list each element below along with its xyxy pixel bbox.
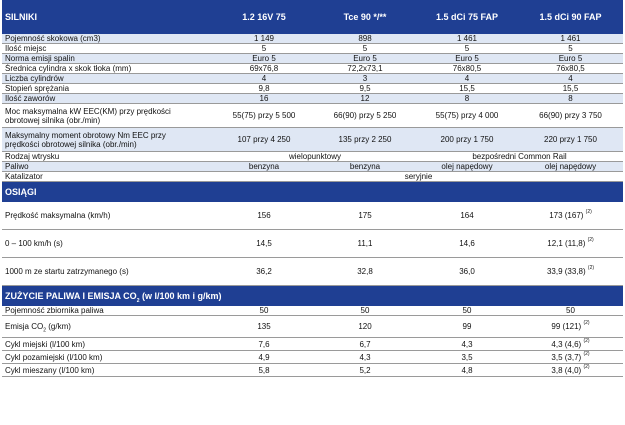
cell: 107 przy 4 250	[214, 128, 314, 152]
cell-value: 12,1 (11,8)	[547, 239, 586, 248]
row-label: Katalizator	[2, 172, 214, 182]
table-row	[2, 64, 623, 74]
cell-value: 173 (167)	[549, 211, 584, 220]
cell: 6,7	[314, 338, 416, 351]
table-row	[2, 152, 623, 162]
cell-diesel-injection: bezpośredni Common Rail	[416, 152, 623, 162]
cell: 4,3	[314, 351, 416, 364]
footnote-marker: (2)	[585, 209, 592, 216]
cell-value: 3,8 (4,0)	[551, 365, 582, 375]
cell: 50	[214, 306, 314, 316]
table-row	[2, 306, 623, 316]
cell: 120	[314, 316, 416, 338]
cell	[518, 230, 623, 258]
cell: 1 461	[416, 34, 518, 44]
table-row	[2, 84, 623, 94]
cell: benzyna	[314, 162, 416, 172]
row-label: Liczba cylindrów	[2, 74, 214, 84]
cell: 8	[518, 94, 623, 104]
section-title-osiagi: OSIĄGI	[2, 182, 623, 203]
cell	[518, 316, 623, 338]
table-row	[2, 202, 623, 230]
table-row	[2, 104, 623, 128]
cell: 11,1	[314, 230, 416, 258]
cell: 156	[214, 202, 314, 230]
footnote-marker: (2)	[583, 363, 590, 370]
row-label: Cykl pozamiejski (l/100 km)	[2, 351, 214, 364]
cell: 4	[518, 74, 623, 84]
cell: Euro 5	[214, 54, 314, 64]
cell: 220 przy 1 750	[518, 128, 623, 152]
cell: 15,5	[518, 84, 623, 94]
engine-col-4: 1.5 dCi 90 FAP	[518, 0, 623, 34]
row-label-subscript: 2	[43, 327, 47, 334]
cell: 76x80,5	[518, 64, 623, 74]
cell	[518, 338, 623, 351]
cell: 3	[314, 74, 416, 84]
row-label	[2, 128, 214, 152]
engine-col-1: 1.2 16V 75	[214, 0, 314, 34]
table-row	[2, 230, 623, 258]
performance-header-row	[2, 182, 623, 203]
table-row	[2, 162, 623, 172]
row-label: Norma emisji spalin	[2, 54, 214, 64]
cell: 1 149	[214, 34, 314, 44]
consumption-header-row	[2, 286, 623, 307]
title-part: (w l/100 km i g/km)	[139, 290, 222, 301]
cell: Euro 5	[416, 54, 518, 64]
title-subscript: 2	[136, 297, 140, 304]
row-label: 0 – 100 km/h (s)	[2, 230, 214, 258]
cell-value: 3,5 (3,7)	[551, 352, 582, 362]
cell: Euro 5	[518, 54, 623, 64]
row-label: Pojemność zbiornika paliwa	[2, 306, 214, 316]
table-row	[2, 44, 623, 54]
cell: olej napędowy	[518, 162, 623, 172]
cell: 5,2	[314, 364, 416, 377]
cell: 135 przy 2 250	[314, 128, 416, 152]
cell: benzyna	[214, 162, 314, 172]
table-row	[2, 34, 623, 44]
cell: 16	[214, 94, 314, 104]
row-label: Stopień sprężania	[2, 84, 214, 94]
cell-petrol-injection: wielopunktowy	[214, 152, 416, 162]
cell: 9,5	[314, 84, 416, 94]
cell: 50	[314, 306, 416, 316]
cell: 4,9	[214, 351, 314, 364]
row-label: 1000 m ze startu zatrzymanego (s)	[2, 258, 214, 286]
cell: 55(75) przy 4 000	[416, 104, 518, 128]
cell-value: 33,9 (33,8)	[546, 267, 586, 276]
cell: 4,3	[416, 338, 518, 351]
row-label-line: Moc maksymalna kW EEC(KM) przy prędkości	[5, 106, 171, 116]
cell	[518, 202, 623, 230]
cell	[518, 351, 623, 364]
row-label-line: Maksymalny moment obrotowy Nm EEC przy	[5, 130, 166, 140]
cell: 15,5	[416, 84, 518, 94]
engines-header-row	[2, 0, 623, 34]
row-label: Cykl miejski (l/100 km)	[2, 338, 214, 351]
footnote-marker: (2)	[587, 237, 594, 244]
row-label: Pojemność skokowa (cm3)	[2, 34, 214, 44]
cell: 5	[214, 44, 314, 54]
row-label-part: (g/km)	[46, 322, 71, 331]
row-label: Rodzaj wtrysku	[2, 152, 214, 162]
row-label	[2, 316, 214, 338]
table-row	[2, 338, 623, 351]
table-row	[2, 316, 623, 338]
cell: 69x76,8	[214, 64, 314, 74]
footnote-marker: (2)	[583, 320, 590, 327]
cell: 7,6	[214, 338, 314, 351]
cell: 200 przy 1 750	[416, 128, 518, 152]
table-row	[2, 172, 623, 182]
cell-catalyst: seryjnie	[214, 172, 623, 182]
title-part: ZUŻYCIE PALIWA I EMISJA CO	[5, 290, 137, 301]
table-row	[2, 54, 623, 64]
cell: 5	[314, 44, 416, 54]
table-row	[2, 364, 623, 377]
row-label	[2, 104, 214, 128]
row-label: Paliwo	[2, 162, 214, 172]
table-row	[2, 258, 623, 286]
footnote-marker: (2)	[583, 350, 590, 357]
cell: 14,5	[214, 230, 314, 258]
cell: 3,5	[416, 351, 518, 364]
cell: 5	[518, 44, 623, 54]
cell: 50	[518, 306, 623, 316]
cell	[518, 364, 623, 377]
row-label-line: obrotowej silnika (obr./min)	[5, 115, 101, 125]
cell: 36,2	[214, 258, 314, 286]
row-label-part: Emisja CO	[5, 322, 44, 331]
cell: 76x80,5	[416, 64, 518, 74]
cell: 55(75) przy 5 500	[214, 104, 314, 128]
row-label: Ilość zaworów	[2, 94, 214, 104]
cell: olej napędowy	[416, 162, 518, 172]
cell: 8	[416, 94, 518, 104]
row-label: Średnica cylindra x skok tłoka (mm)	[2, 64, 214, 74]
cell: 9,8	[214, 84, 314, 94]
cell: 164	[416, 202, 518, 230]
cell: 32,8	[314, 258, 416, 286]
footnote-marker: (2)	[587, 265, 595, 272]
cell: 66(90) przy 3 750	[518, 104, 623, 128]
section-title-silniki: SILNIKI	[2, 0, 214, 34]
cell: 4	[214, 74, 314, 84]
footnote-marker: (2)	[583, 337, 590, 344]
cell: 4	[416, 74, 518, 84]
engine-col-3: 1.5 dCi 75 FAP	[416, 0, 518, 34]
cell: 4,8	[416, 364, 518, 377]
cell: 5	[416, 44, 518, 54]
cell: 50	[416, 306, 518, 316]
cell: Euro 5	[314, 54, 416, 64]
cell: 36,0	[416, 258, 518, 286]
row-label-line: prędkości obrotowej silnika (obr./min)	[5, 139, 137, 149]
cell: 175	[314, 202, 416, 230]
row-label: Ilość miejsc	[2, 44, 214, 54]
cell: 898	[314, 34, 416, 44]
cell: 66(90) przy 5 250	[314, 104, 416, 128]
section-title-zuzycie	[2, 286, 623, 307]
cell: 99	[416, 316, 518, 338]
table-row	[2, 128, 623, 152]
row-label: Cykl mieszany (l/100 km)	[2, 364, 214, 377]
cell: 135	[214, 316, 314, 338]
spec-table	[2, 0, 623, 377]
cell: 5,8	[214, 364, 314, 377]
row-label: Prędkość maksymalna (km/h)	[2, 202, 214, 230]
cell: 72,2x73,1	[314, 64, 416, 74]
cell	[518, 258, 623, 286]
table-row	[2, 94, 623, 104]
cell: 12	[314, 94, 416, 104]
engine-col-2: Tce 90 */**	[314, 0, 416, 34]
cell-value: 4,3 (4,6)	[551, 339, 582, 349]
cell: 1 461	[518, 34, 623, 44]
table-row	[2, 74, 623, 84]
table-row	[2, 351, 623, 364]
cell-value: 99 (121)	[551, 322, 582, 331]
cell: 14,6	[416, 230, 518, 258]
